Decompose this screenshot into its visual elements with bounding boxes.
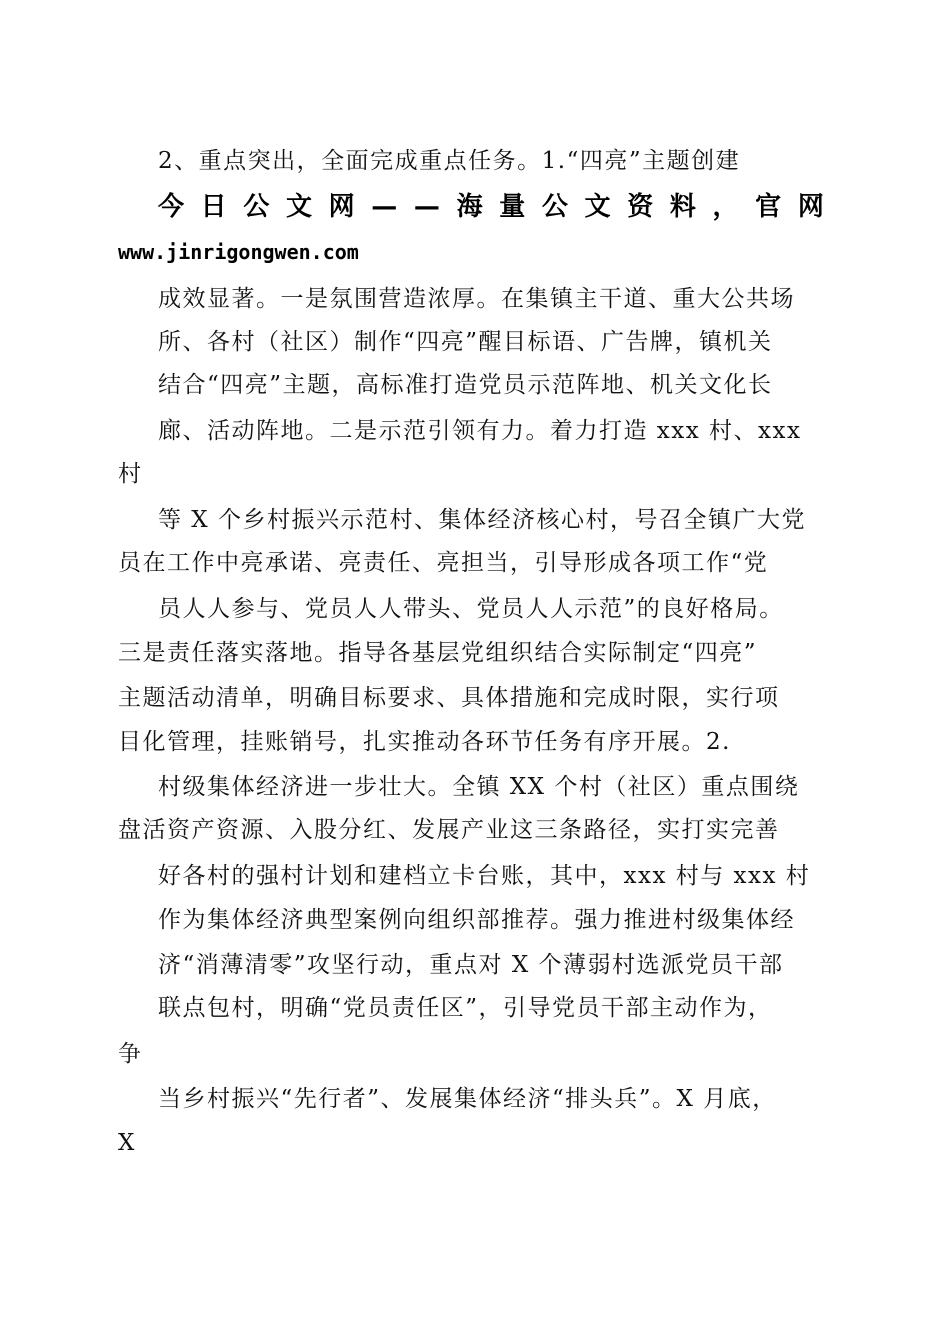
banner-char: 网 <box>328 192 355 222</box>
banner-char: 公 <box>541 192 568 222</box>
website-url: www.jinrigongwen.com <box>118 240 359 264</box>
banner-char: 公 <box>243 192 270 222</box>
banner-char: — <box>413 192 440 222</box>
banner-char: — <box>371 192 398 222</box>
body-line: 等 X 个乡村振兴示范村、集体经济核心村，号召全镇广大党 <box>158 507 806 533</box>
banner-char: 日 <box>200 192 227 222</box>
body-line: 当乡村振兴“先行者”、发展集体经济“排头兵”。X 月底， <box>158 1086 777 1112</box>
section-heading: 2、重点突出，全面完成重点任务。1.“四亮”主题创建 <box>158 148 741 174</box>
body-line: 村 <box>118 461 143 487</box>
banner-char: 量 <box>499 192 526 222</box>
banner-char: 海 <box>456 192 483 222</box>
body-line: 成效显著。一是氛围营造浓厚。在集镇主干道、重大公共场 <box>158 286 795 312</box>
body-line: 联点包村，明确“党员责任区”，引导党员干部主动作为， <box>158 995 773 1021</box>
body-line: 好各村的强村计划和建档立卡台账，其中，xxx 村与 xxx 村 <box>158 863 811 889</box>
body-line: 廊、活动阵地。二是示范引领有力。着力打造 xxx 村、xxx <box>158 418 802 444</box>
body-line: X <box>118 1130 136 1156</box>
banner-char: 网 <box>797 192 824 222</box>
banner-char: 资 <box>627 192 654 222</box>
body-line: 目化管理，挂账销号，扎实推动各环节任务有序开展。2. <box>118 729 731 755</box>
body-line: 争 <box>118 1041 143 1067</box>
banner-char: ， <box>712 192 739 222</box>
body-line: 三是责任落实落地。指导各基层党组织结合实际制定“四亮” <box>118 640 758 666</box>
banner-char: 今 <box>158 192 185 222</box>
banner-char: 官 <box>755 192 782 222</box>
body-line: 村级集体经济进一步壮大。全镇 XX 个村（社区）重点围绕 <box>158 774 800 800</box>
body-line: 主题活动清单，明确目标要求、具体措施和完成时限，实行项 <box>118 685 780 711</box>
watermark-banner <box>158 190 824 224</box>
body-line: 员人人参与、党员人人带头、党员人人示范”的良好格局。 <box>158 596 784 622</box>
body-line: 结合“四亮”主题，高标准打造党员示范阵地、机关文化长 <box>158 372 773 398</box>
body-line: 作为集体经济典型案例向组织部推荐。强力推进村级集体经 <box>158 907 795 933</box>
banner-char: 文 <box>584 192 611 222</box>
banner-char: 料 <box>669 192 696 222</box>
body-line: 盘活资产资源、入股分红、发展产业这三条路径，实打实完善 <box>118 817 780 843</box>
body-line: 济“消薄清零”攻坚行动，重点对 X 个薄弱村选派党员干部 <box>158 952 784 978</box>
body-line: 所、各村（社区）制作“四亮”醒目标语、广告牌，镇机关 <box>158 329 773 355</box>
body-line: 员在工作中亮承诺、亮责任、亮担当，引导形成各项工作“党 <box>118 550 769 576</box>
banner-char: 文 <box>285 192 312 222</box>
